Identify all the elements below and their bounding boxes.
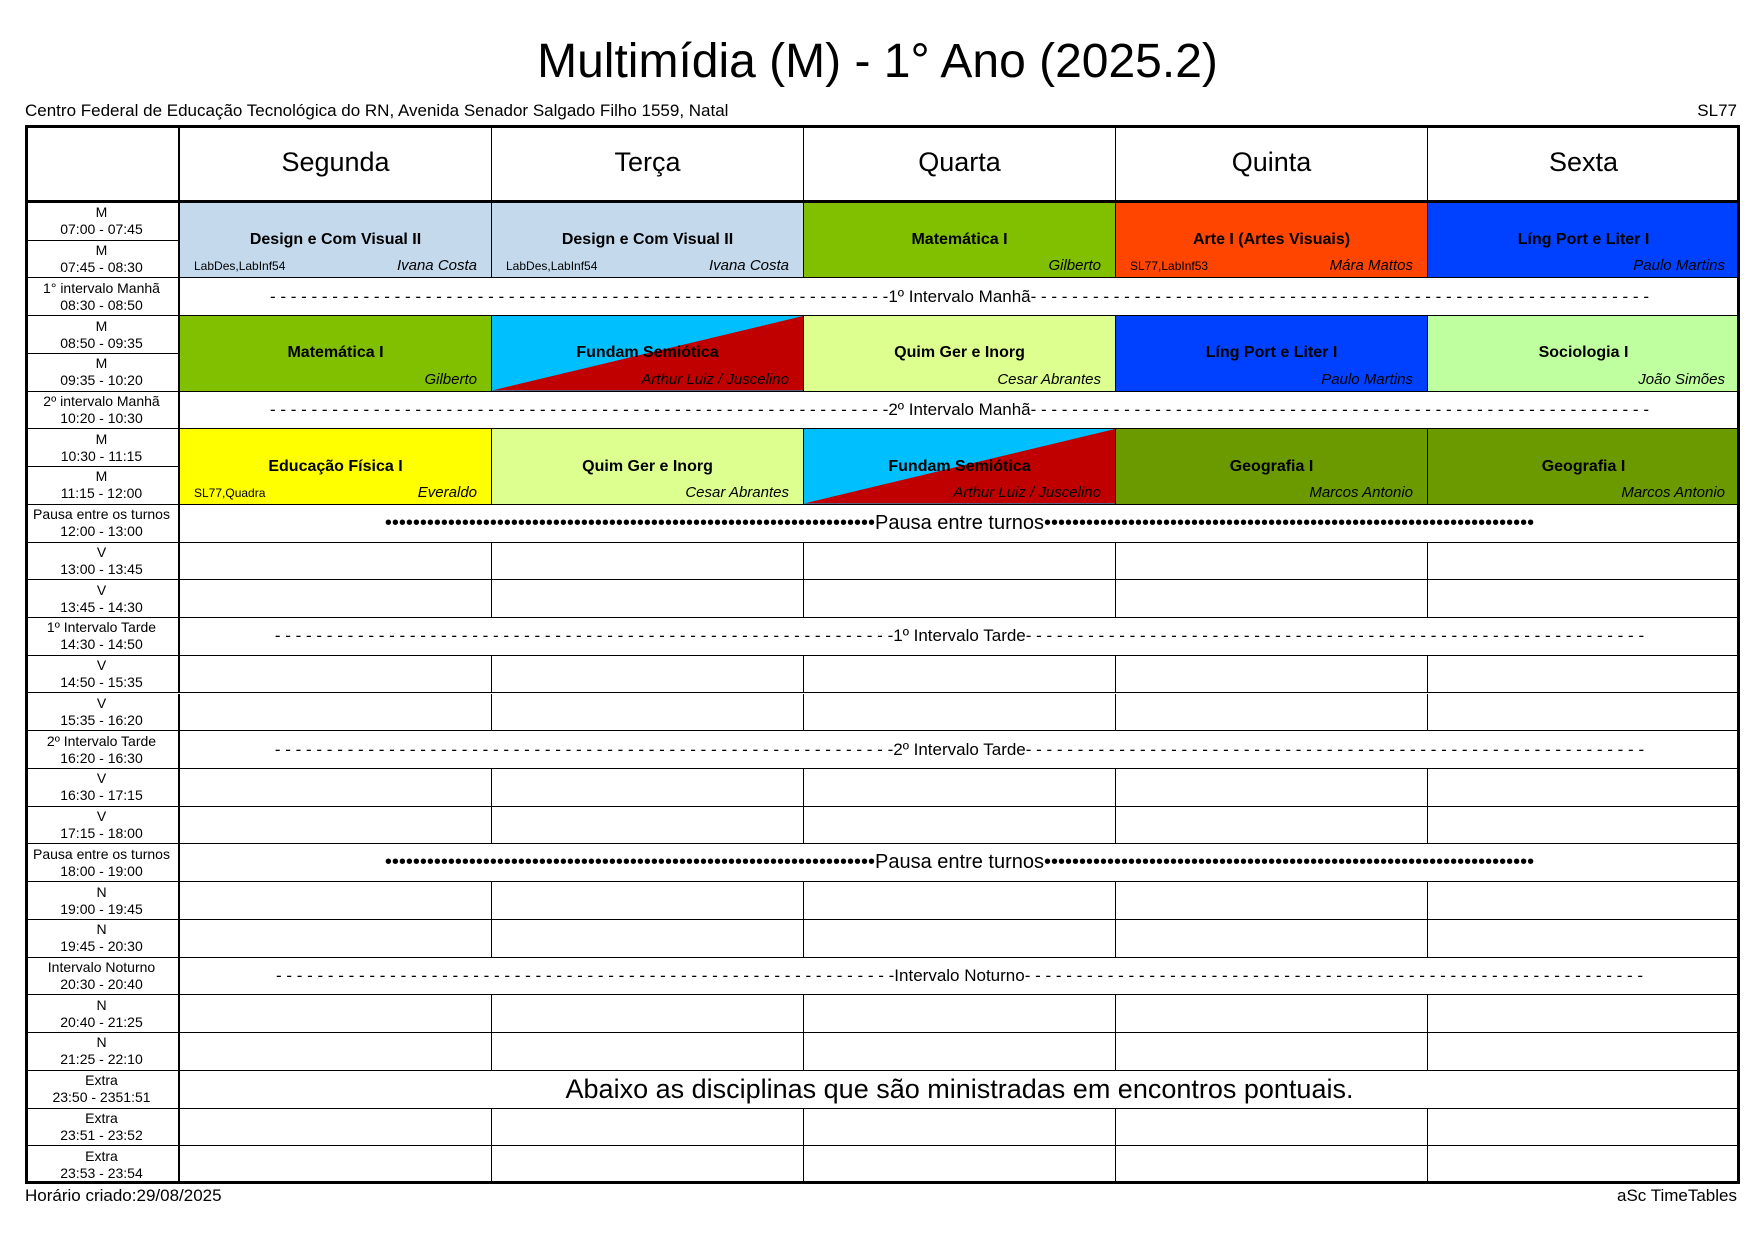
- break-row: [180, 731, 1740, 769]
- slot-period-label: M: [95, 317, 108, 334]
- empty-slot: [1428, 882, 1740, 920]
- break-row: [180, 505, 1740, 543]
- slot-time-range: 23:53 - 23:54: [60, 1164, 143, 1181]
- slot-time-range: 20:40 - 21:25: [60, 1013, 143, 1030]
- empty-slot: [180, 656, 492, 694]
- slot-time-range: 16:30 - 17:15: [60, 787, 143, 804]
- lesson-cell: [180, 316, 492, 391]
- slot-time-range: 09:35 - 10:20: [60, 372, 143, 389]
- break-dashes: - - - - - - - - - - - - - - - - - - - - - - - - - - - - - - - - - - - - - - - - - - - - - - - - - - - - - - - - - - - -: [1024, 965, 1644, 985]
- slot-time-range: 12:00 - 13:00: [60, 523, 143, 540]
- slot-period-label: M: [95, 430, 108, 447]
- lesson-cell: [492, 429, 804, 504]
- slot-period-label: V: [96, 694, 107, 711]
- lesson-teacher: Gilberto: [1048, 257, 1101, 275]
- lesson-rooms: LabDes,LabInf54: [506, 259, 598, 274]
- break-dashes: - - - - - - - - - - - - - - - - - - - - - - - - - - - - - - - - - - - - - - - - - - - - - - - - - - - - - - - - - - - -: [1030, 286, 1649, 306]
- break-row: [180, 392, 1740, 430]
- empty-slot: [1428, 920, 1740, 958]
- break-dots: ••••••••••••••••••••••••••••••••••••••••••••••••••••••••••••••••••••••: [1044, 851, 1535, 874]
- lesson-subject: Matemática I: [911, 231, 1008, 249]
- lesson-rooms: LabDes,LabInf54: [194, 259, 286, 274]
- day-header-label: Quarta: [918, 147, 1001, 177]
- slot-time-range: 23:51 - 23:52: [60, 1126, 143, 1143]
- empty-slot: [804, 1109, 1116, 1147]
- empty-slot: [1116, 807, 1428, 845]
- lesson-teacher: Everaldo: [417, 483, 477, 501]
- timetable-grid: [25, 125, 1740, 1184]
- slot-period-label: Extra: [85, 1109, 118, 1126]
- day-header-quarta: [804, 125, 1116, 203]
- empty-slot: [1116, 694, 1428, 732]
- slot-time-range: 07:45 - 08:30: [60, 259, 143, 276]
- slot-time-range: 19:00 - 19:45: [60, 900, 143, 917]
- empty-slot: [492, 656, 804, 694]
- empty-slot: [180, 769, 492, 807]
- lesson-subject: Quim Ger e Inorg: [582, 457, 713, 475]
- time-slot-label: [25, 505, 180, 543]
- slot-period-label: N: [96, 996, 107, 1013]
- lesson-cell: [1428, 316, 1740, 391]
- lesson-subject: Educação Física I: [268, 457, 403, 475]
- lesson-subject: Líng Port e Liter I: [1517, 231, 1650, 249]
- slot-period-label: V: [96, 808, 107, 825]
- time-slot-label: [25, 392, 180, 430]
- lesson-subject: Design e Com Visual II: [249, 231, 422, 249]
- break-dashes: - - - - - - - - - - - - - - - - - - - - - - - - - - - - - - - - - - - - - - - - - - - - - - - - - - - - - - - - - - - -: [274, 626, 894, 646]
- slot-time-range: 19:45 - 20:30: [60, 938, 143, 955]
- slot-time-range: 13:00 - 13:45: [60, 560, 143, 577]
- empty-slot: [804, 1146, 1116, 1184]
- lesson-subject: Quim Ger e Inorg: [894, 344, 1025, 362]
- slot-time-range: 14:50 - 15:35: [60, 674, 143, 691]
- empty-slot: [492, 882, 804, 920]
- slot-time-range: 11:15 - 12:00: [60, 485, 143, 502]
- break-label: 2º Intervalo Tarde: [893, 739, 1026, 759]
- empty-slot: [804, 1033, 1116, 1071]
- break-row: [180, 1071, 1740, 1109]
- break-label: Pausa entre turnos: [875, 851, 1044, 874]
- created-date: Horário criado:29/08/2025: [25, 1186, 222, 1205]
- lesson-cell: [1116, 203, 1428, 278]
- empty-slot: [492, 769, 804, 807]
- break-row: [180, 278, 1740, 316]
- break-row: [180, 844, 1740, 882]
- time-slot-label: [25, 807, 180, 845]
- slot-period-label: N: [96, 921, 107, 938]
- empty-slot: [180, 807, 492, 845]
- empty-slot: [1428, 656, 1740, 694]
- time-slot-label: [25, 656, 180, 694]
- empty-slot: [492, 1033, 804, 1071]
- break-label: Abaixo as disciplinas que são ministradas em encontros pontuais.: [565, 1073, 1354, 1104]
- day-header-label: Quinta: [1231, 147, 1312, 177]
- empty-slot: [180, 882, 492, 920]
- break-label: 1º Intervalo Tarde: [893, 626, 1026, 646]
- lesson-teacher: Mára Mattos: [1329, 257, 1413, 275]
- empty-slot: [180, 920, 492, 958]
- slot-period-label: V: [96, 770, 107, 787]
- empty-slot: [804, 694, 1116, 732]
- lesson-teacher: Arthur Luiz / Juscelino: [641, 370, 789, 388]
- time-slot-label: [25, 958, 180, 996]
- lesson-teacher: Arthur Luiz / Juscelino: [953, 483, 1101, 501]
- day-header-terça: [492, 125, 804, 203]
- day-header-label: Terça: [614, 147, 681, 177]
- slot-time-range: 18:00 - 19:00: [60, 862, 143, 879]
- break-dashes: - - - - - - - - - - - - - - - - - - - - - - - - - - - - - - - - - - - - - - - - - - - - - - - - - - - - - - - - - - - -: [1030, 400, 1649, 419]
- empty-slot: [1116, 656, 1428, 694]
- empty-slot: [492, 1146, 804, 1184]
- slot-period-label: N: [96, 883, 107, 900]
- lesson-cell: [1116, 429, 1428, 504]
- time-slot-label: [25, 467, 180, 505]
- time-slot-label: [25, 241, 180, 279]
- slot-period-label: V: [96, 543, 107, 560]
- time-slot-label: [25, 1071, 180, 1109]
- lesson-teacher: Ivana Costa: [708, 257, 789, 275]
- lesson-subject: Fundam Semiótica: [576, 344, 719, 362]
- empty-slot: [180, 694, 492, 732]
- break-dashes: - - - - - - - - - - - - - - - - - - - - - - - - - - - - - - - - - - - - - - - - - - - - - - - - - - - - - - - - - - - -: [274, 739, 894, 759]
- empty-slot: [492, 920, 804, 958]
- slot-period-label: Extra: [85, 1147, 118, 1164]
- slot-period-label: N: [96, 1034, 107, 1051]
- time-slot-label: [25, 278, 180, 316]
- lesson-subject: Geografia I: [1541, 457, 1626, 475]
- break-dashes: - - - - - - - - - - - - - - - - - - - - - - - - - - - - - - - - - - - - - - - - - - - - - - - - - - - - - - - - - - - -: [1025, 739, 1645, 759]
- lesson-teacher: Paulo Martins: [1633, 257, 1725, 275]
- time-slot-label: [25, 543, 180, 581]
- break-label: 2º Intervalo Manhã: [888, 400, 1031, 419]
- slot-period-label: 2º intervalo Manhã: [43, 393, 160, 409]
- room-code: SL77: [1697, 101, 1737, 120]
- empty-slot: [1116, 1109, 1428, 1147]
- time-slot-label: [25, 882, 180, 920]
- slot-time-range: 20:30 - 20:40: [60, 975, 143, 992]
- slot-period-label: V: [96, 581, 107, 598]
- break-dashes: - - - - - - - - - - - - - - - - - - - - - - - - - - - - - - - - - - - - - - - - - - - - - - - - - - - - - - - - - - - -: [275, 965, 895, 985]
- empty-slot: [804, 656, 1116, 694]
- break-dashes: - - - - - - - - - - - - - - - - - - - - - - - - - - - - - - - - - - - - - - - - - - - - - - - - - - - - - - - - - - - -: [270, 400, 889, 419]
- slot-period-label: 1° intervalo Manhã: [43, 279, 160, 296]
- lesson-subject: Geografia I: [1229, 457, 1314, 475]
- empty-slot: [492, 1109, 804, 1147]
- empty-slot: [180, 580, 492, 618]
- slot-time-range: 21:25 - 22:10: [60, 1051, 143, 1068]
- day-header-segunda: [180, 125, 492, 203]
- institution-address: Centro Federal de Educação Tecnológica do RN, Avenida Senador Salgado Filho 1559, Natal: [25, 101, 729, 120]
- lesson-teacher: Marcos Antonio: [1309, 483, 1413, 501]
- empty-slot: [1428, 1033, 1740, 1071]
- page-title: Multimídia (M) - 1° Ano (2025.2): [537, 35, 1218, 88]
- lesson-subject: Líng Port e Liter I: [1205, 344, 1338, 362]
- empty-slot: [1116, 882, 1428, 920]
- break-label: 1º Intervalo Manhã: [888, 286, 1031, 306]
- empty-slot: [1428, 1109, 1740, 1147]
- empty-slot: [1116, 543, 1428, 581]
- lesson-subject: Matemática I: [287, 344, 384, 362]
- slot-time-range: 17:15 - 18:00: [60, 825, 143, 842]
- empty-slot: [492, 995, 804, 1033]
- empty-slot: [492, 543, 804, 581]
- lesson-teacher: Marcos Antonio: [1621, 483, 1725, 501]
- break-label: Intervalo Noturno: [894, 965, 1025, 985]
- slot-time-range: 14:30 - 14:50: [60, 636, 143, 653]
- break-dots: ••••••••••••••••••••••••••••••••••••••••••••••••••••••••••••••••••••••: [384, 511, 875, 534]
- day-header-quinta: [1116, 125, 1428, 203]
- lesson-cell: [804, 203, 1116, 278]
- lesson-cell: [804, 429, 1116, 504]
- slot-time-range: 08:30 - 08:50: [60, 296, 143, 313]
- lesson-rooms: SL77,LabInf53: [1130, 259, 1209, 274]
- slot-time-range: 23:50 - 2351:51: [52, 1089, 151, 1106]
- empty-slot: [1428, 995, 1740, 1033]
- slot-period-label: Intervalo Noturno: [47, 958, 156, 975]
- slot-period-label: 1º Intervalo Tarde: [46, 619, 157, 636]
- empty-slot: [180, 1033, 492, 1071]
- slot-time-range: 08:50 - 09:35: [60, 334, 143, 351]
- empty-slot: [1116, 920, 1428, 958]
- lesson-subject: Fundam Semiótica: [888, 457, 1031, 475]
- lesson-cell: [804, 316, 1116, 391]
- break-dots: ••••••••••••••••••••••••••••••••••••••••••••••••••••••••••••••••••••••: [384, 851, 875, 874]
- lesson-cell: [180, 203, 492, 278]
- empty-slot: [804, 882, 1116, 920]
- lesson-cell: [1428, 203, 1740, 278]
- slot-period-label: Pausa entre os turnos: [33, 845, 170, 862]
- lesson-teacher: Gilberto: [424, 370, 477, 388]
- lesson-teacher: Cesar Abrantes: [685, 483, 789, 501]
- break-row: [180, 958, 1740, 996]
- slot-period-label: M: [95, 355, 108, 372]
- header-corner: [25, 125, 180, 203]
- lesson-teacher: Ivana Costa: [396, 257, 477, 275]
- break-label: Pausa entre turnos: [875, 511, 1044, 534]
- time-slot-label: [25, 203, 180, 241]
- time-slot-label: [25, 694, 180, 732]
- empty-slot: [804, 769, 1116, 807]
- generator-credit: aSc TimeTables: [1617, 1186, 1737, 1205]
- time-slot-label: [25, 731, 180, 769]
- lesson-teacher: Cesar Abrantes: [997, 370, 1101, 388]
- lesson-rooms: SL77,Quadra: [194, 485, 266, 500]
- slot-period-label: M: [95, 468, 108, 485]
- time-slot-label: [25, 1146, 180, 1184]
- slot-period-label: M: [95, 242, 108, 259]
- slot-time-range: 13:45 - 14:30: [60, 598, 143, 615]
- empty-slot: [1116, 1146, 1428, 1184]
- lesson-subject: Design e Com Visual II: [561, 231, 734, 249]
- empty-slot: [1428, 1146, 1740, 1184]
- slot-time-range: 07:00 - 07:45: [60, 221, 143, 238]
- day-header-sexta: [1428, 125, 1740, 203]
- empty-slot: [1116, 995, 1428, 1033]
- empty-slot: [1116, 580, 1428, 618]
- lesson-subject: Arte I (Artes Visuais): [1192, 231, 1351, 249]
- empty-slot: [1116, 1033, 1428, 1071]
- empty-slot: [180, 1109, 492, 1147]
- empty-slot: [1428, 807, 1740, 845]
- empty-slot: [1428, 543, 1740, 581]
- break-dots: ••••••••••••••••••••••••••••••••••••••••••••••••••••••••••••••••••••••: [1044, 511, 1535, 534]
- day-header-label: Segunda: [281, 147, 390, 177]
- time-slot-label: [25, 618, 180, 656]
- slot-period-label: M: [95, 204, 108, 221]
- slot-time-range: 10:30 - 11:15: [60, 447, 143, 464]
- lesson-teacher: Paulo Martins: [1321, 370, 1413, 388]
- lesson-teacher: João Simões: [1638, 370, 1725, 388]
- slot-period-label: Pausa entre os turnos: [33, 506, 170, 523]
- empty-slot: [804, 580, 1116, 618]
- time-slot-label: [25, 844, 180, 882]
- empty-slot: [804, 995, 1116, 1033]
- empty-slot: [1428, 580, 1740, 618]
- time-slot-label: [25, 429, 180, 467]
- empty-slot: [1116, 769, 1428, 807]
- slot-time-range: 16:20 - 16:30: [60, 749, 143, 766]
- time-slot-label: [25, 769, 180, 807]
- lesson-cell: [1428, 429, 1740, 504]
- empty-slot: [1428, 769, 1740, 807]
- empty-slot: [492, 807, 804, 845]
- time-slot-label: [25, 580, 180, 618]
- slot-period-label: 2º Intervalo Tarde: [46, 732, 157, 749]
- empty-slot: [180, 543, 492, 581]
- lesson-cell: [492, 203, 804, 278]
- slot-time-range: 10:20 - 10:30: [60, 410, 143, 426]
- lesson-cell: [1116, 316, 1428, 391]
- lesson-subject: Sociologia I: [1538, 344, 1629, 362]
- empty-slot: [804, 543, 1116, 581]
- lesson-cell: [180, 429, 492, 504]
- empty-slot: [180, 1146, 492, 1184]
- lesson-cell: [492, 316, 804, 391]
- break-row: [180, 618, 1740, 656]
- empty-slot: [804, 920, 1116, 958]
- time-slot-label: [25, 995, 180, 1033]
- empty-slot: [180, 995, 492, 1033]
- empty-slot: [492, 580, 804, 618]
- time-slot-label: [25, 316, 180, 354]
- empty-slot: [492, 694, 804, 732]
- time-slot-label: [25, 920, 180, 958]
- slot-time-range: 15:35 - 16:20: [60, 711, 143, 728]
- break-dashes: - - - - - - - - - - - - - - - - - - - - - - - - - - - - - - - - - - - - - - - - - - - - - - - - - - - - - - - - - - - -: [1025, 626, 1645, 646]
- slot-period-label: V: [96, 657, 107, 674]
- time-slot-label: [25, 354, 180, 392]
- slot-period-label: Extra: [85, 1072, 118, 1089]
- break-dashes: - - - - - - - - - - - - - - - - - - - - - - - - - - - - - - - - - - - - - - - - - - - - - - - - - - - - - - - - - - - -: [270, 286, 889, 306]
- day-header-label: Sexta: [1548, 147, 1619, 177]
- time-slot-label: [25, 1109, 180, 1147]
- empty-slot: [1428, 694, 1740, 732]
- empty-slot: [804, 807, 1116, 845]
- time-slot-label: [25, 1033, 180, 1071]
